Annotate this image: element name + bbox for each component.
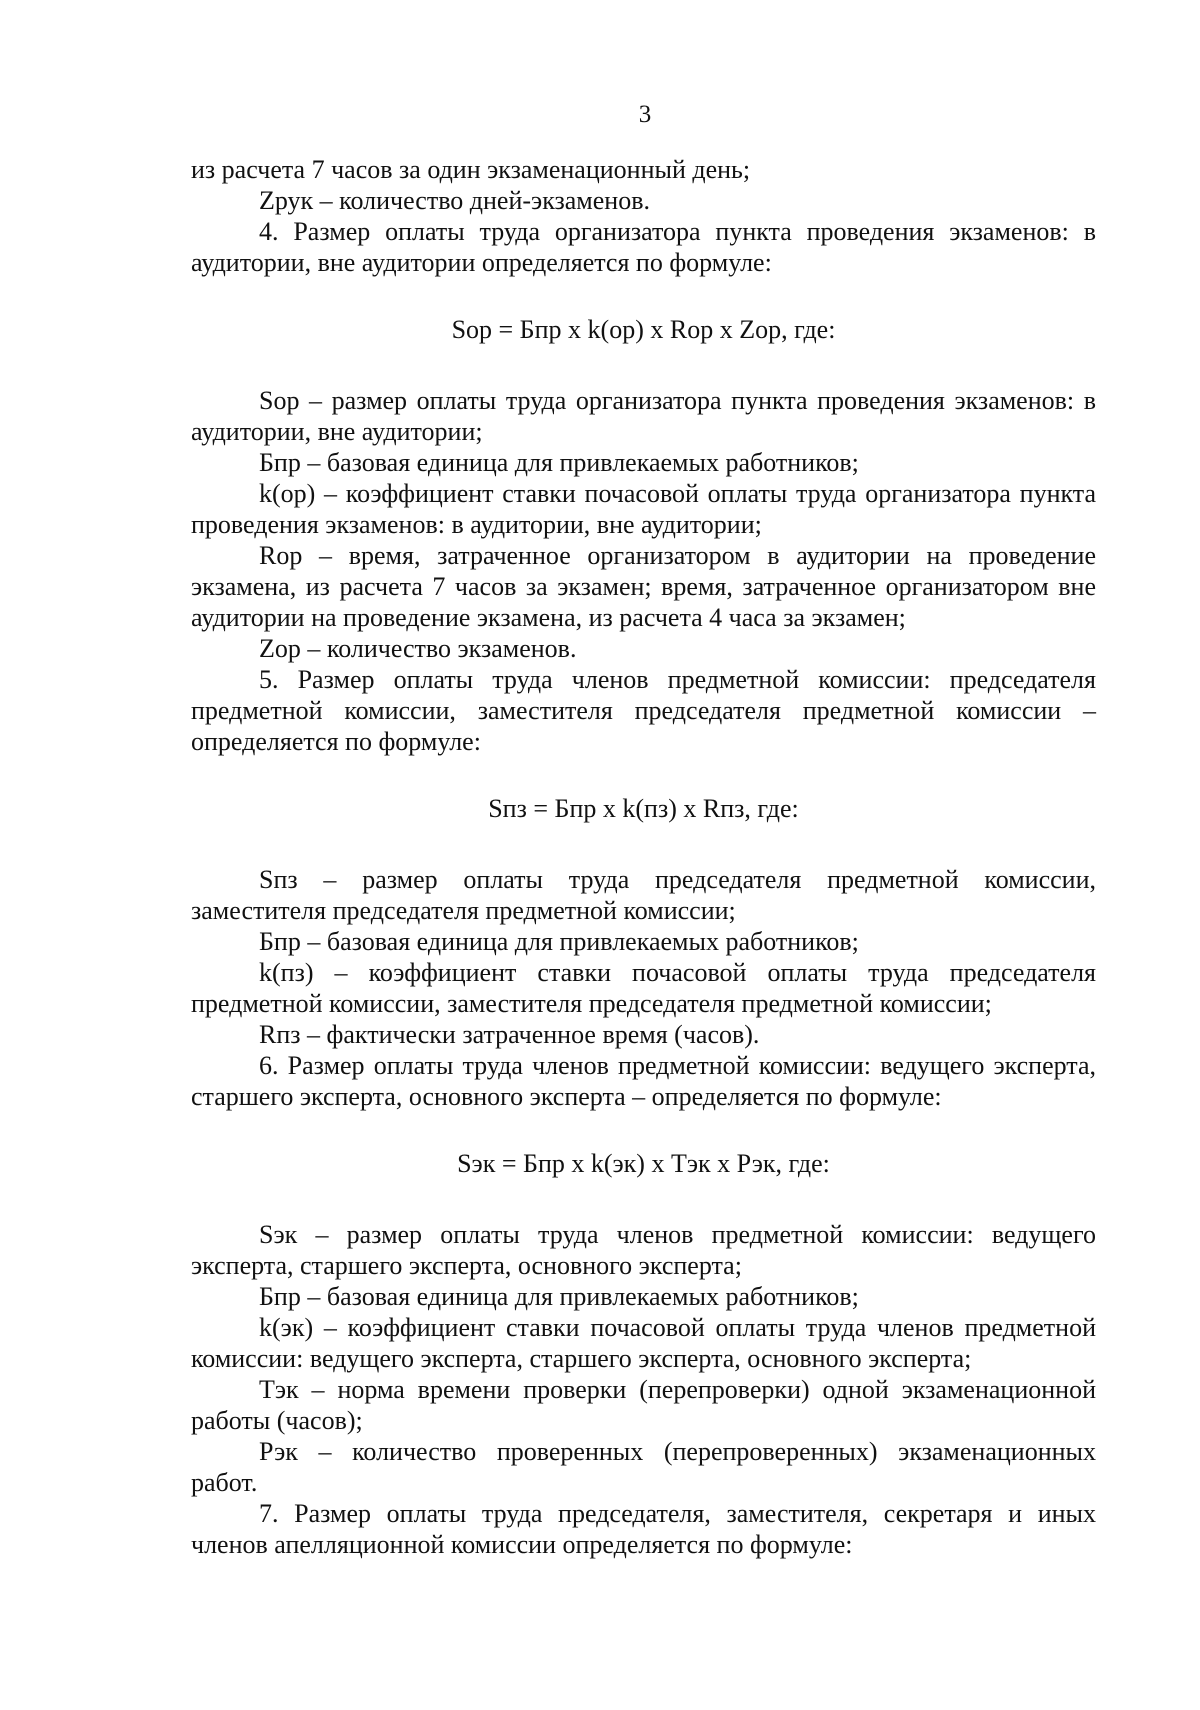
paragraph: Zрук – количество дней-экзаменов. xyxy=(259,186,650,215)
paragraph: Sор – размер оплаты труда организатора пункта проведения экзаменов: в аудитории, вне аудитории; xyxy=(191,386,1096,446)
page-number: 3 xyxy=(638,101,652,128)
paragraph: из расчета 7 часов за один экзаменационный день; xyxy=(191,155,751,184)
paragraph: Sэк – размер оплаты труда членов предметной комиссии: ведущего эксперта, старшего эксперта, основного эксперта; xyxy=(191,1220,1096,1280)
formula: Sэк = Бпр х k(эк) х Тэк х Рэк, где: xyxy=(457,1149,830,1178)
paragraph: Бпр – базовая единица для привлекаемых работников; xyxy=(259,448,859,477)
paragraph: k(пз) – коэффициент ставки почасовой оплаты труда председателя предметной комиссии, заместителя председателя предметной комиссии; xyxy=(191,958,1096,1018)
paragraph: Sпз – размер оплаты труда председателя предметной комиссии, заместителя председателя предметной комиссии; xyxy=(191,865,1096,925)
paragraph: Тэк – норма времени проверки (перепроверки) одной экзаменационной работы (часов); xyxy=(191,1375,1096,1435)
paragraph: Бпр – базовая единица для привлекаемых работников; xyxy=(259,927,859,956)
formula: Sор = Бпр х k(ор) х Rор х Zор, где: xyxy=(451,315,836,344)
formula: Sпз = Бпр х k(пз) х Rпз, где: xyxy=(488,794,799,823)
paragraph: 6. Размер оплаты труда членов предметной комиссии: ведущего эксперта, старшего эксперта, основного эксперта – определяется по формуле: xyxy=(191,1051,1096,1111)
paragraph: 5. Размер оплаты труда членов предметной комиссии: председателя предметной комиссии, заместителя председателя предметной комиссии – определяется по формуле: xyxy=(191,665,1096,756)
paragraph: Рэк – количество проверенных (перепроверенных) экзаменационных работ. xyxy=(191,1437,1096,1497)
paragraph: Бпр – базовая единица для привлекаемых работников; xyxy=(259,1282,859,1311)
paragraph: 4. Размер оплаты труда организатора пункта проведения экзаменов: в аудитории, вне аудитории определяется по формуле: xyxy=(191,217,1096,277)
paragraph: 7. Размер оплаты труда председателя, заместителя, секретаря и иных членов апелляционной комиссии определяется по формуле: xyxy=(191,1499,1096,1559)
paragraph: Zор – количество экзаменов. xyxy=(259,634,577,663)
document-body xyxy=(191,154,1096,1560)
paragraph: k(эк) – коэффициент ставки почасовой оплаты труда членов предметной комиссии: ведущего эксперта, старшего эксперта, основного эксперта; xyxy=(191,1313,1096,1373)
paragraph: Rор – время, затраченное организатором в аудитории на проведение экзамена, из расчета 7 часов за экзамен; время, затраченное организатором вне аудитории на проведение экзамена, из расчета 4 часа за экзамен; xyxy=(191,541,1096,632)
paragraph: k(ор) – коэффициент ставки почасовой оплаты труда организатора пункта проведения экзаменов: в аудитории, вне аудитории; xyxy=(191,479,1096,539)
paragraph: Rпз – фактически затраченное время (часов). xyxy=(259,1020,760,1049)
